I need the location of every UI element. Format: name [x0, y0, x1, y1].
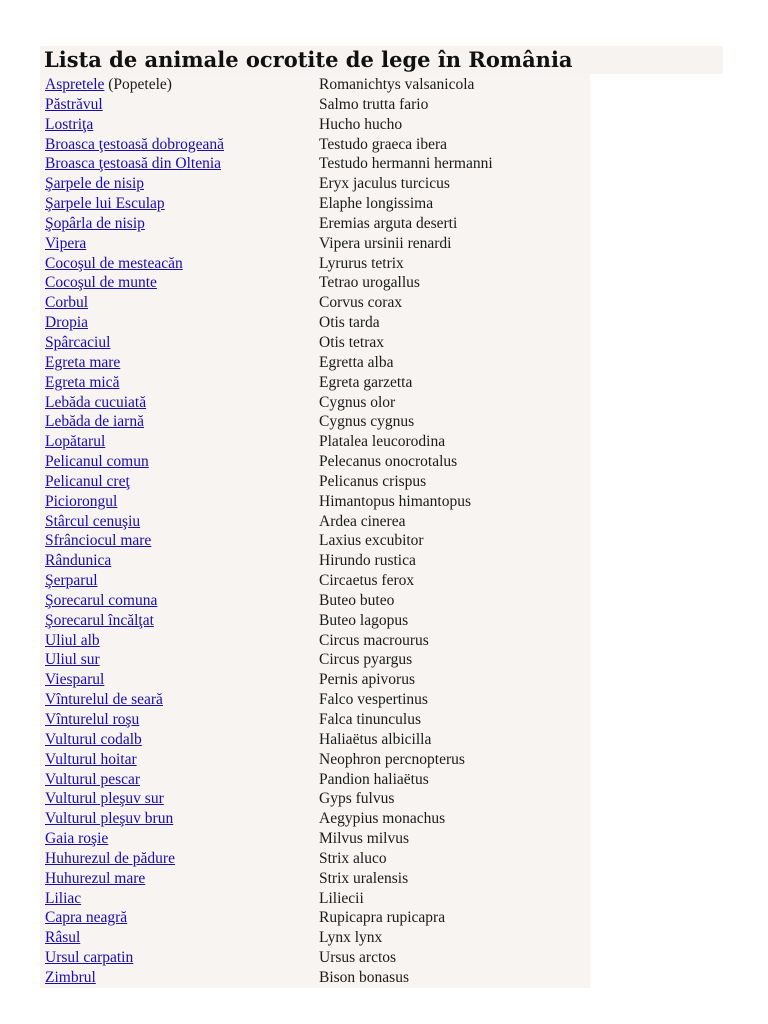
scientific-name: Liliecii — [319, 889, 364, 907]
list-item — [45, 531, 565, 551]
list-item — [45, 690, 565, 710]
animal-link[interactable]: Uliul sur — [45, 651, 100, 669]
scientific-name: Eryx jaculus turcicus — [319, 175, 450, 193]
scientific-name: Milvus milvus — [319, 830, 410, 848]
scientific-name: Circus pyargus — [319, 651, 413, 669]
animal-link[interactable]: Broasca ţestoasă din Oltenia — [45, 155, 222, 173]
animal-link[interactable]: Pelicanul comun — [45, 453, 149, 471]
common-name-cell — [45, 95, 103, 115]
common-name-cell — [45, 571, 98, 591]
animal-link[interactable]: Şorecarul comuna — [45, 591, 158, 609]
animal-link[interactable]: Vulturul pleşuv brun — [45, 810, 174, 828]
list-item — [45, 234, 565, 254]
list-item — [45, 869, 565, 889]
list-item — [45, 115, 565, 135]
scientific-name: Otis tetrax — [319, 333, 384, 351]
scientific-name: Testudo graeca ibera — [319, 135, 448, 153]
animal-link[interactable]: Lebăda cucuiată — [45, 393, 147, 411]
page-title: Lista de animale ocrotite de lege în România — [44, 47, 573, 72]
scientific-name: Corvus corax — [319, 294, 403, 312]
animal-link[interactable]: Gaia roşie — [45, 830, 109, 848]
list-item — [45, 889, 565, 909]
list-item — [45, 472, 565, 492]
list-item — [45, 293, 565, 313]
list-item — [45, 750, 565, 770]
list-item — [45, 373, 565, 393]
animal-link[interactable]: Spârcaciul — [45, 333, 111, 351]
animal-link[interactable]: Broasca ţestoasă dobrogeană — [45, 135, 225, 153]
list-item — [45, 968, 565, 988]
list-item — [45, 730, 565, 750]
scientific-name: Lynx lynx — [319, 929, 383, 947]
animal-link[interactable]: Viesparul — [45, 671, 105, 689]
common-name-cell — [45, 789, 164, 809]
animal-link[interactable]: Corbul — [45, 294, 89, 312]
scientific-name: Eremias arguta deserti — [319, 214, 458, 232]
list-item — [45, 135, 565, 155]
animal-link[interactable]: Şorecarul încălţat — [45, 611, 154, 629]
animal-link[interactable]: Şerparul — [45, 572, 98, 590]
scientific-name: Egretta alba — [319, 353, 394, 371]
common-name-cell — [45, 631, 100, 651]
list-item — [45, 254, 565, 274]
list-item — [45, 948, 565, 968]
animal-link[interactable]: Uliul alb — [45, 631, 100, 649]
scientific-name: Cygnus cygnus — [319, 413, 415, 431]
animal-link[interactable]: Vulturul hoitar — [45, 750, 137, 768]
scientific-name: Neophron percnopterus — [319, 750, 465, 768]
list-item — [45, 631, 565, 651]
list-item — [45, 710, 565, 730]
animal-link[interactable]: Liliac — [45, 889, 82, 907]
common-name-cell — [45, 333, 110, 353]
list-item — [45, 789, 565, 809]
common-name-cell — [45, 809, 173, 829]
scientific-name: Gyps fulvus — [319, 790, 395, 808]
scientific-name: Hirundo rustica — [319, 552, 416, 570]
animal-link[interactable]: Lopătarul — [45, 433, 106, 451]
scientific-name: Strix aluco — [319, 849, 387, 867]
common-name-cell — [45, 928, 80, 948]
animal-link[interactable]: Stârcul cenuşiu — [45, 512, 141, 530]
animal-link[interactable]: Vînturelul roşu — [45, 711, 140, 728]
list-item — [45, 194, 565, 214]
list-item — [45, 154, 565, 174]
list-item — [45, 333, 565, 353]
animal-link[interactable]: Vipera — [45, 234, 87, 252]
scientific-name: Ardea cinerea — [319, 512, 406, 530]
animal-link[interactable]: Dropia — [45, 314, 89, 332]
list-item — [45, 928, 565, 948]
common-name-cell — [45, 889, 81, 909]
common-name-cell — [45, 254, 183, 274]
common-name-cell — [45, 154, 221, 174]
scientific-name: Pandion haliaëtus — [319, 770, 429, 788]
list-item — [45, 571, 565, 591]
scientific-name: Lyrurus tetrix — [319, 254, 404, 272]
common-name-cell — [45, 412, 144, 432]
scientific-name: Pernis apivorus — [319, 671, 416, 689]
scientific-name: Falco vespertinus — [319, 691, 428, 709]
common-name-cell — [45, 373, 119, 393]
common-name-cell — [45, 770, 140, 790]
animal-link[interactable]: Lebăda de iarnă — [45, 413, 144, 431]
common-name-cell — [45, 591, 157, 611]
animal-link[interactable]: Piciorongul — [45, 492, 118, 510]
animal-link[interactable]: Şopârla de nisip — [45, 214, 145, 232]
list-item — [45, 908, 565, 928]
common-name-cell — [45, 849, 175, 869]
animal-link[interactable]: Vînturelul de seară — [45, 691, 163, 709]
scientific-name: Salmo trutta fario — [319, 95, 429, 113]
common-name-cell — [45, 512, 140, 532]
common-name-cell — [45, 115, 93, 135]
list-item — [45, 650, 565, 670]
scientific-name: Bison bonasus — [319, 968, 409, 986]
animal-link[interactable]: Vulturul pescar — [45, 770, 141, 788]
list-item — [45, 829, 565, 849]
scientific-name: Platalea leucorodina — [319, 433, 446, 451]
animal-link[interactable]: Lostriţa — [45, 115, 94, 133]
common-name-cell — [45, 531, 151, 551]
common-name-cell — [45, 393, 146, 413]
scientific-name: Aegypius monachus — [319, 810, 446, 828]
list-item — [45, 492, 565, 512]
common-name-cell — [45, 234, 86, 254]
list-item — [45, 313, 565, 333]
scientific-name: Ursus arctos — [319, 949, 397, 967]
animal-link[interactable]: Zimbrul — [45, 968, 96, 986]
common-name-cell — [45, 908, 127, 928]
animal-link[interactable]: Şarpele de nisip — [45, 175, 145, 193]
animal-link[interactable]: Vulturul pleşuv sur — [45, 790, 164, 808]
scientific-name: Vipera ursinii renardi — [319, 234, 452, 252]
common-name-cell — [45, 968, 96, 988]
animal-link[interactable]: Pelicanul creţ — [45, 472, 130, 490]
common-name-cell — [45, 948, 133, 968]
scientific-name: Otis tarda — [319, 314, 380, 332]
common-name-cell — [45, 194, 165, 214]
list-item — [45, 452, 565, 472]
list-item — [45, 353, 565, 373]
list-item — [45, 551, 565, 571]
list-item — [45, 770, 565, 790]
animal-link[interactable]: Ursul carpatin — [45, 949, 134, 967]
list-item — [45, 591, 565, 611]
common-name-cell — [45, 214, 145, 234]
animal-link[interactable]: Rândunica — [45, 552, 112, 570]
common-name-cell — [45, 710, 139, 730]
common-name-cell — [45, 75, 172, 95]
scientific-name: Romanichtys valsanicola — [319, 76, 475, 93]
scientific-name: Strix uralensis — [319, 869, 409, 887]
list-item — [45, 849, 565, 869]
common-name-cell — [45, 452, 149, 472]
common-name-cell — [45, 293, 88, 313]
scientific-name: Tetrao urogallus — [319, 274, 420, 292]
list-item — [45, 809, 565, 829]
scientific-name: Egreta garzetta — [319, 373, 413, 391]
list-item — [45, 432, 565, 452]
common-name-cell — [45, 829, 108, 849]
list-item — [45, 214, 565, 234]
scientific-name: Pelecanus onocrotalus — [319, 453, 458, 471]
common-name-cell — [45, 174, 144, 194]
animal-link[interactable]: Şarpele lui Esculap — [45, 195, 165, 213]
list-item — [45, 670, 565, 690]
common-name-cell — [45, 690, 163, 710]
list-item — [45, 273, 565, 293]
animal-link[interactable]: Aspretele — [45, 76, 105, 93]
animal-link[interactable]: Sfrânciocul mare — [45, 532, 152, 550]
common-name-cell — [45, 611, 154, 631]
common-name-cell — [45, 650, 100, 670]
animal-link[interactable]: Egreta mare — [45, 353, 121, 371]
common-name-cell — [45, 670, 104, 690]
list-item — [45, 512, 565, 532]
animal-list — [45, 75, 565, 988]
common-name-cell — [45, 135, 224, 155]
animal-link[interactable]: Capra neagră — [45, 909, 128, 927]
list-item — [45, 95, 565, 115]
list-item — [45, 174, 565, 194]
scientific-name: Rupicapra rupicapra — [319, 909, 446, 927]
animal-link[interactable]: Cocoşul de mesteacăn — [45, 254, 183, 272]
scientific-name: Pelicanus crispus — [319, 472, 427, 490]
scientific-name: Haliaëtus albicilla — [319, 730, 432, 748]
scientific-name: Circaetus ferox — [319, 572, 415, 590]
animal-link[interactable]: Egreta mică — [45, 373, 120, 391]
common-name-cell — [45, 730, 142, 750]
animal-link[interactable]: Huhurezul mare — [45, 869, 146, 887]
common-name-cell — [45, 432, 105, 452]
scientific-name: Cygnus olor — [319, 393, 396, 411]
animal-link[interactable]: Huhurezul de pădure — [45, 849, 175, 867]
list-item — [45, 611, 565, 631]
scientific-name: Circus macrourus — [319, 631, 429, 649]
common-name-cell — [45, 750, 137, 770]
common-name-cell — [45, 869, 145, 889]
animal-link[interactable]: Râsul — [45, 929, 81, 947]
scientific-name: Falca tinunculus — [319, 711, 422, 728]
scientific-name: Buteo lagopus — [319, 611, 409, 629]
scientific-name: Buteo buteo — [319, 591, 395, 609]
animal-link[interactable]: Păstrăvul — [45, 95, 103, 113]
scientific-name: Hucho hucho — [319, 115, 403, 133]
alternate-name: (Popetele) — [104, 76, 172, 93]
common-name-cell — [45, 472, 130, 492]
list-item — [45, 75, 565, 95]
common-name-cell — [45, 492, 117, 512]
scientific-name: Laxius excubitor — [319, 532, 424, 550]
common-name-cell — [45, 551, 111, 571]
common-name-cell — [45, 353, 120, 373]
common-name-cell — [45, 313, 88, 333]
animal-link[interactable]: Cocoşul de munte — [45, 274, 157, 292]
common-name-cell — [45, 273, 157, 293]
animal-link[interactable]: Vulturul codalb — [45, 730, 142, 748]
list-item — [45, 412, 565, 432]
scientific-name: Testudo hermanni hermanni — [319, 155, 493, 173]
scientific-name: Elaphe longissima — [319, 195, 434, 213]
scientific-name: Himantopus himantopus — [319, 492, 471, 510]
list-item — [45, 393, 565, 413]
